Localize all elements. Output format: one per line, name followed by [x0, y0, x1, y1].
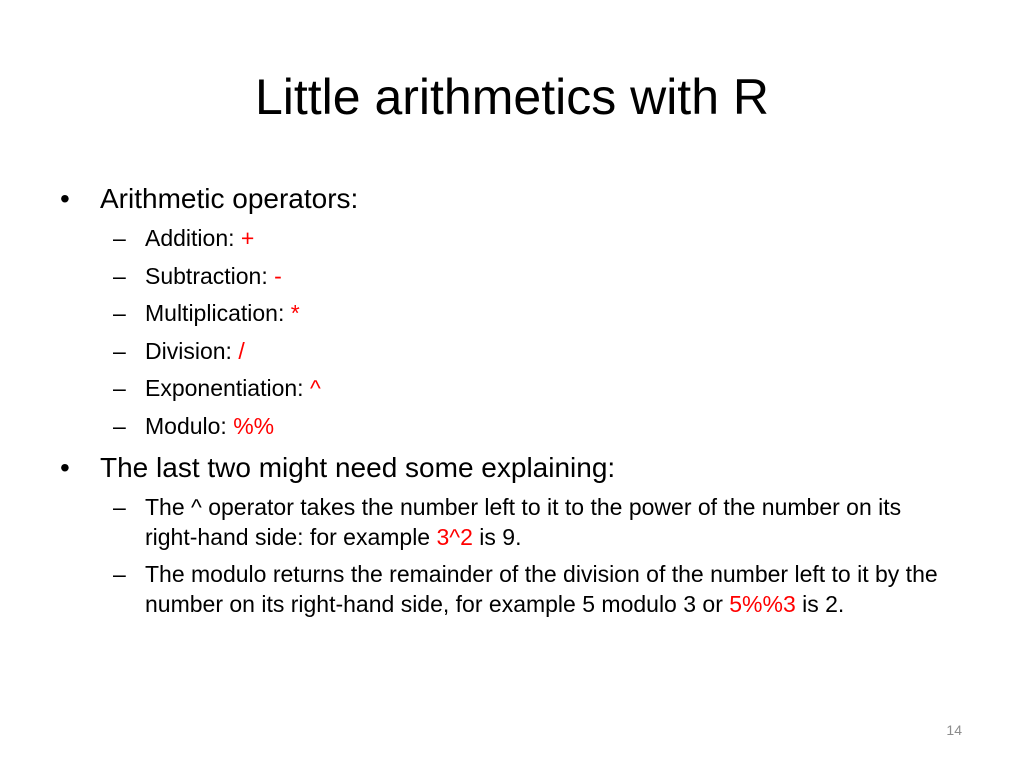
- operator-label: Division:: [145, 337, 239, 364]
- sub-item-division: [58, 336, 958, 366]
- operator-symbol: /: [238, 337, 245, 364]
- explanation-tail: is 2.: [795, 591, 845, 617]
- bullet-text: Arithmetic operators:: [100, 183, 359, 214]
- explanation-text: The ^ operator takes the number left to it to the power of the number on its right-hand side: for example: [145, 493, 902, 550]
- sub-item-multiplication: [58, 298, 958, 328]
- explanation-list: [58, 492, 958, 620]
- code-example: 3^2: [436, 523, 473, 550]
- bullet-explaining: [58, 449, 958, 487]
- dash-icon: –: [113, 225, 126, 251]
- slide-title: Little arithmetics with R: [254, 69, 770, 125]
- bullet-arithmetic-operators: [58, 180, 958, 218]
- sub-item-modulo: [58, 411, 958, 441]
- operator-label: Multiplication:: [145, 300, 291, 326]
- dash-icon: –: [113, 300, 126, 326]
- operator-list: [58, 223, 958, 441]
- operator-symbol: -: [274, 262, 282, 289]
- operator-label: Modulo:: [145, 412, 234, 439]
- sub-item-addition: [58, 223, 958, 253]
- dash-icon: –: [113, 337, 126, 364]
- code-example: 5%%3: [729, 591, 796, 617]
- dash-icon: –: [113, 493, 126, 520]
- dash-icon: –: [113, 375, 126, 401]
- operator-label: Subtraction:: [145, 262, 275, 289]
- operator-symbol: +: [240, 225, 255, 251]
- explanation-tail: is 9.: [472, 523, 522, 550]
- dash-icon: –: [113, 412, 126, 439]
- slide-content: [58, 180, 958, 627]
- bullet-icon: •: [60, 183, 70, 214]
- dash-icon: –: [113, 262, 126, 289]
- dash-icon: –: [113, 561, 126, 587]
- operator-label: Addition:: [145, 225, 241, 251]
- operator-label: Exponentiation:: [145, 375, 310, 401]
- operator-symbol: *: [290, 300, 300, 326]
- bullet-text: The last two might need some explaining:: [100, 451, 616, 483]
- explanation-text: The modulo returns the remainder of the division of the number left to it by the number on its right-hand side, for example 5 modulo 3 or: [145, 561, 938, 617]
- operator-symbol: ^: [309, 375, 321, 401]
- sub-item-modulo-explanation: [58, 559, 958, 619]
- bullet-icon: •: [60, 451, 70, 483]
- sub-item-subtraction: [58, 261, 958, 291]
- sub-item-exponent-explanation: [58, 492, 958, 552]
- operator-symbol: %%: [233, 412, 275, 439]
- slide-number: 14: [946, 722, 962, 738]
- sub-item-exponentiation: [58, 373, 958, 403]
